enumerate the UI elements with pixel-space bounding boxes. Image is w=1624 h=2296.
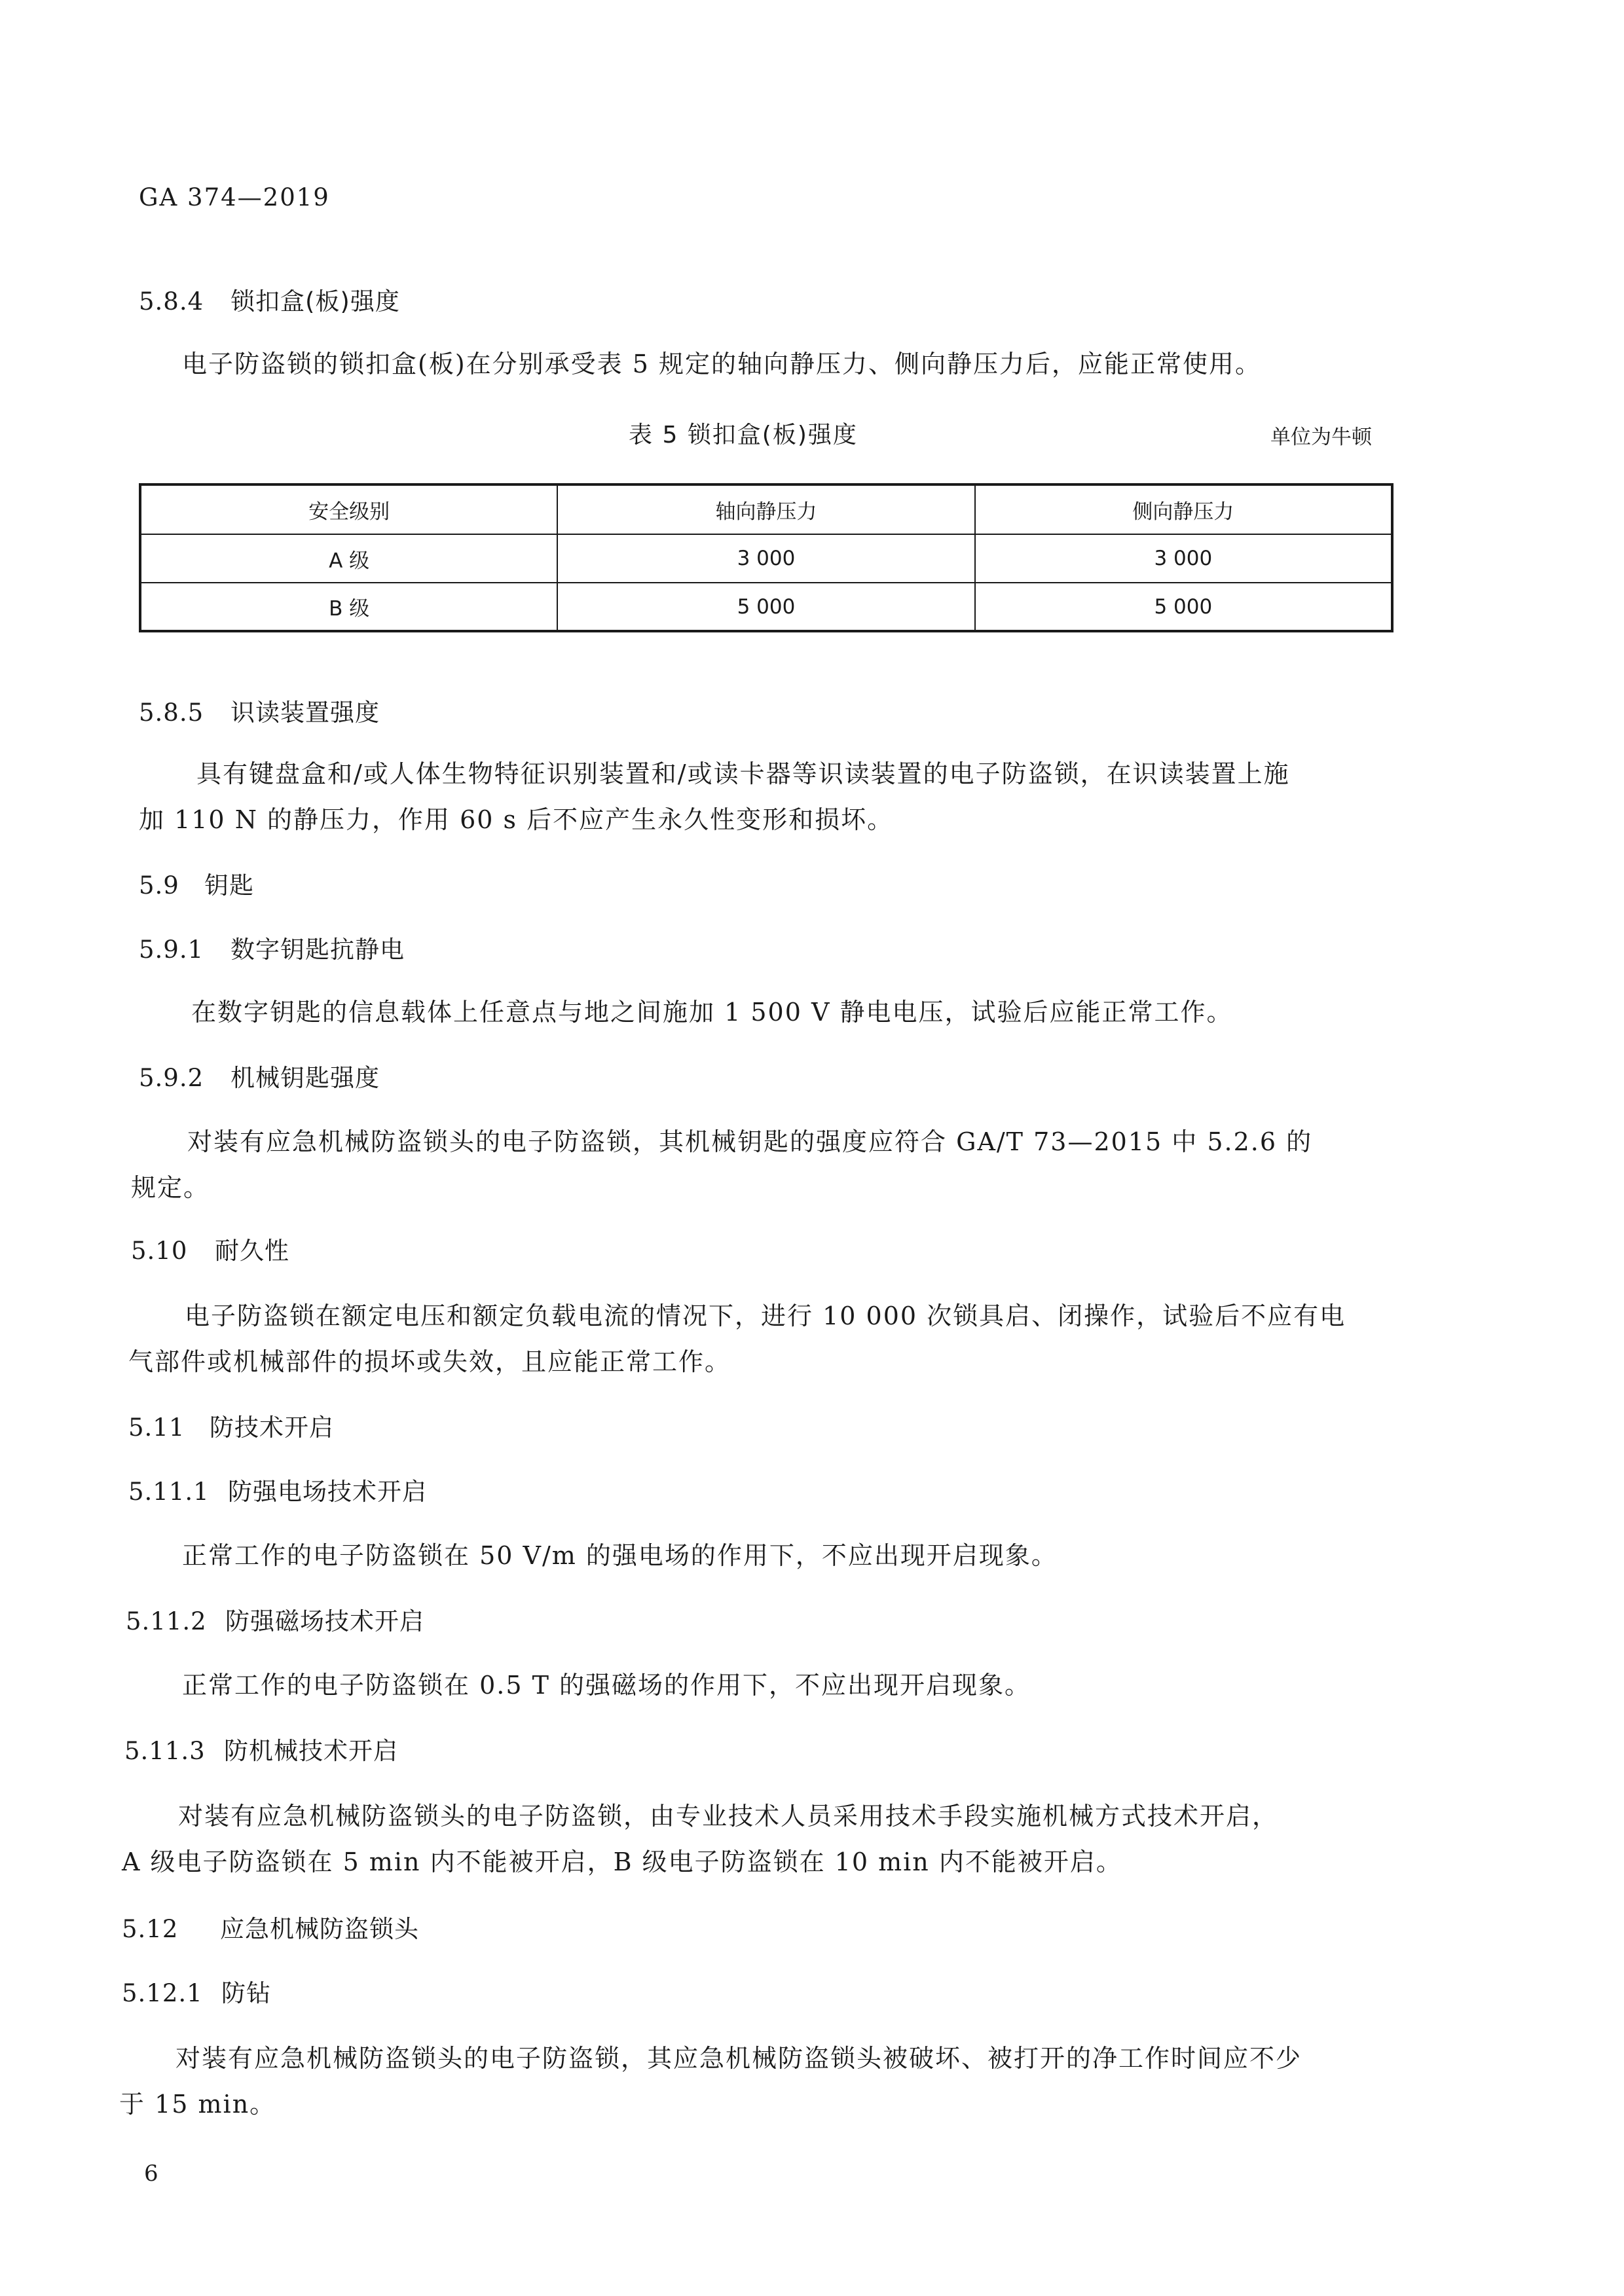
section-5-12-1-line-2: 于 15 min。: [119, 2090, 276, 2119]
section-number: 5.11.1: [128, 1478, 210, 1506]
section-number: 5.12.1: [122, 1979, 203, 2007]
table-cell: B 级: [140, 583, 557, 631]
section-title: 防强电场技术开启: [228, 1478, 427, 1506]
table-cell: 3 000: [975, 534, 1392, 583]
section-number: 5.9: [139, 871, 179, 900]
section-title: 识读装置强度: [231, 699, 380, 727]
section-5-9-1-heading: [139, 930, 405, 965]
table-row: [140, 534, 1392, 583]
section-number: 5.11.3: [124, 1737, 206, 1765]
section-5-10-heading: [131, 1231, 289, 1266]
section-number: 5.10: [131, 1237, 188, 1265]
page-number: 6: [144, 2160, 158, 2187]
section-5-11-2-body: 正常工作的电子防盗锁在 0.5 T 的强磁场的作用下，不应出现开启现象。: [182, 1671, 1031, 1700]
section-number: 5.8.5: [139, 699, 204, 727]
column-header: 安全级别: [140, 484, 557, 534]
section-5-9-1-body: 在数字钥匙的信息载体上任意点与地之间施加 1 500 V 静电电压，试验后应能正常工作。: [191, 998, 1233, 1027]
section-5-10-line-2: 气部件或机械部件的损坏或失效，且应能正常工作。: [128, 1347, 731, 1376]
table-cell: 3 000: [557, 534, 974, 583]
section-5-9-heading: [139, 866, 254, 901]
section-5-11-3-heading: [124, 1731, 398, 1766]
section-number: 5.9.2: [139, 1064, 204, 1092]
section-number: 5.9.1: [139, 936, 204, 964]
section-number: 5.11: [128, 1413, 185, 1442]
section-5-9-2-line-2: 规定。: [131, 1173, 210, 1202]
section-title: 耐久性: [215, 1237, 289, 1265]
table-header-row: [140, 484, 1392, 534]
section-title: 应急机械防盗锁头: [220, 1915, 419, 1943]
table-row: [140, 583, 1392, 631]
section-title: 数字钥匙抗静电: [231, 936, 405, 964]
section-title: 防钻: [221, 1979, 271, 2007]
section-title: 防强磁场技术开启: [225, 1607, 424, 1635]
section-5-8-4-body: 电子防盗锁的锁扣盒(板)在分别承受表 5 规定的轴向静压力、侧向静压力后，应能正常使用。: [182, 350, 1261, 378]
section-5-11-2-heading: [126, 1601, 424, 1637]
section-5-9-2-line-1: 对装有应急机械防盗锁头的电子防盗锁，其机械钥匙的强度应符合 GA/T 73—2015 中 5.2.6 的: [187, 1127, 1313, 1156]
document-code: GA 374—2019: [139, 183, 330, 211]
table-cell: A 级: [140, 534, 557, 583]
column-header: 侧向静压力: [975, 484, 1392, 534]
section-number: 5.8.4: [139, 287, 204, 316]
table-5-unit: 单位为牛顿: [1270, 426, 1372, 449]
section-5-10-line-1: 电子防盗锁在额定电压和额定负载电流的情况下，进行 10 000 次锁具启、闭操作，试验后不应有电: [185, 1302, 1346, 1330]
section-title: 钥匙: [204, 871, 254, 900]
section-number: 5.12: [122, 1915, 179, 1943]
table-5-caption: 表 5 锁扣盒(板)强度: [629, 422, 858, 448]
section-5-9-2-heading: [139, 1058, 380, 1093]
section-title: 锁扣盒(板)强度: [231, 287, 400, 316]
section-5-8-4-heading: [139, 282, 400, 317]
section-5-12-1-heading: [122, 1973, 271, 2009]
table-5: [139, 483, 1393, 632]
section-number: 5.11.2: [126, 1607, 207, 1635]
section-title: 防技术开启: [210, 1413, 334, 1442]
section-5-12-heading: [122, 1909, 419, 1944]
table-cell: 5 000: [557, 583, 974, 631]
section-5-8-5-heading: [139, 693, 380, 728]
section-5-8-5-line-2: 加 110 N 的静压力，作用 60 s 后不应产生永久性变形和损坏。: [139, 805, 894, 834]
section-5-11-1-heading: [128, 1472, 427, 1507]
section-5-11-heading: [128, 1408, 334, 1443]
section-5-11-1-body: 正常工作的电子防盗锁在 50 V/m 的强电场的作用下，不应出现开启现象。: [182, 1541, 1058, 1570]
column-header: 轴向静压力: [557, 484, 974, 534]
section-5-8-5-line-1: 具有键盘盒和/或人体生物特征识别装置和/或读卡器等识读装置的电子防盗锁，在识读装置上施: [196, 759, 1290, 788]
section-title: 机械钥匙强度: [231, 1064, 380, 1092]
section-5-11-3-line-2: A 级电子防盗锁在 5 min 内不能被开启，B 级电子防盗锁在 10 min 内不能被开启。: [122, 1848, 1122, 1876]
section-5-11-3-line-1: 对装有应急机械防盗锁头的电子防盗锁，由专业技术人员采用技术手段实施机械方式技术开启，: [178, 1802, 1279, 1831]
table-cell: 5 000: [975, 583, 1392, 631]
section-title: 防机械技术开启: [224, 1737, 398, 1765]
section-5-12-1-line-1: 对装有应急机械防盗锁头的电子防盗锁，其应急机械防盗锁头被破坏、被打开的净工作时间应不少: [175, 2044, 1302, 2073]
